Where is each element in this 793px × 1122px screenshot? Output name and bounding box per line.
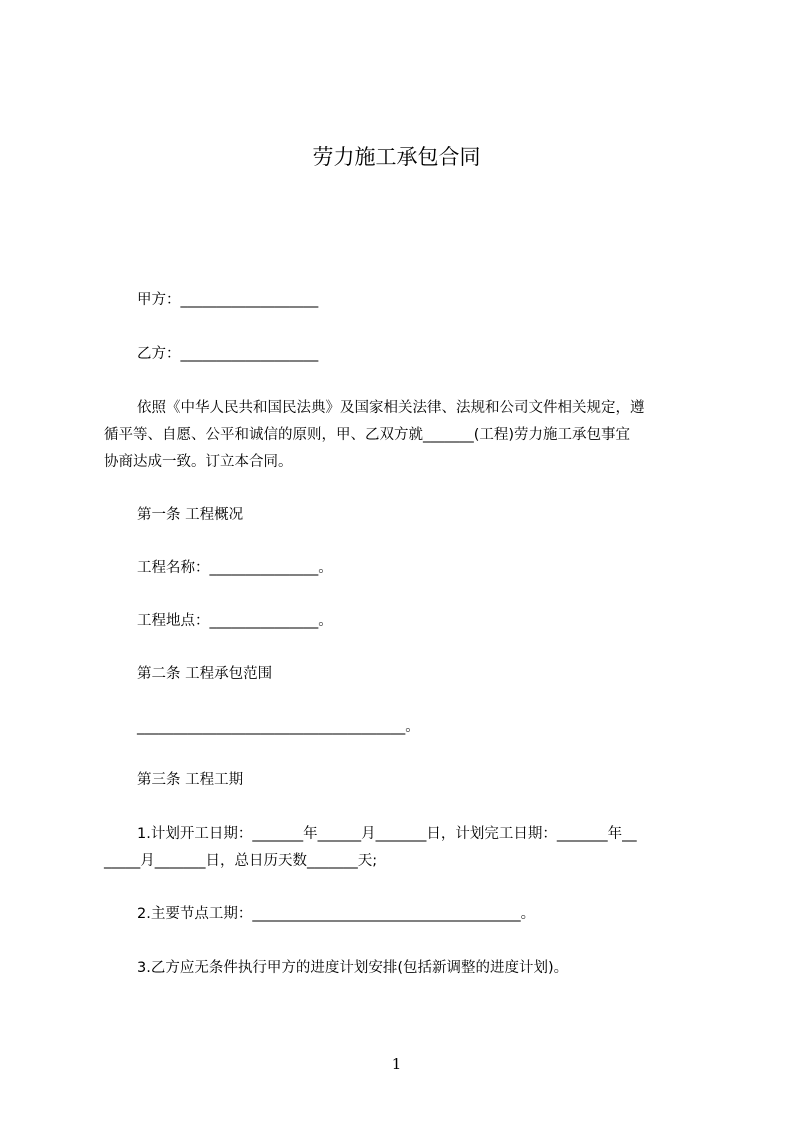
document-title: 劳力施工承包合同 — [312, 145, 481, 169]
intro-line-1: 依照《中华人民共和国民法典》及国家相关法律、法规和公司文件相关规定，遵 — [137, 400, 645, 416]
project-name-line: 工程名称：_______________。 — [137, 560, 333, 576]
schedule-item-1-line-2: _____月_______日，总日历天数_______天; — [104, 853, 378, 869]
scope-blank-line: _____________________________________。 — [137, 719, 420, 735]
schedule-item-2: 2.主要节点工期：_____________________________________。 — [137, 906, 536, 922]
article-2-heading: 第二条 工程承包范围 — [137, 666, 273, 682]
project-location-line: 工程地点：_______________。 — [137, 613, 333, 629]
intro-line-2: 循平等、自愿、公平和诚信的原则，甲、乙双方就_______(工程)劳力施工承包事宜 — [104, 427, 631, 443]
party-b-line: 乙方：___________________ — [137, 346, 319, 362]
party-a-line: 甲方：___________________ — [137, 292, 319, 308]
intro-line-3: 协商达成一致。订立本合同。 — [104, 454, 293, 470]
page-number: 1 — [391, 1055, 402, 1073]
schedule-item-3: 3.乙方应无条件执行甲方的进度计划安排(包括新调整的进度计划)。 — [137, 960, 569, 976]
schedule-item-1-line-1: 1.计划开工日期：_______年______月_______日，计划完工日期：_______年__ — [137, 826, 637, 842]
article-1-heading: 第一条 工程概况 — [137, 507, 244, 523]
article-3-heading: 第三条 工程工期 — [137, 772, 244, 788]
